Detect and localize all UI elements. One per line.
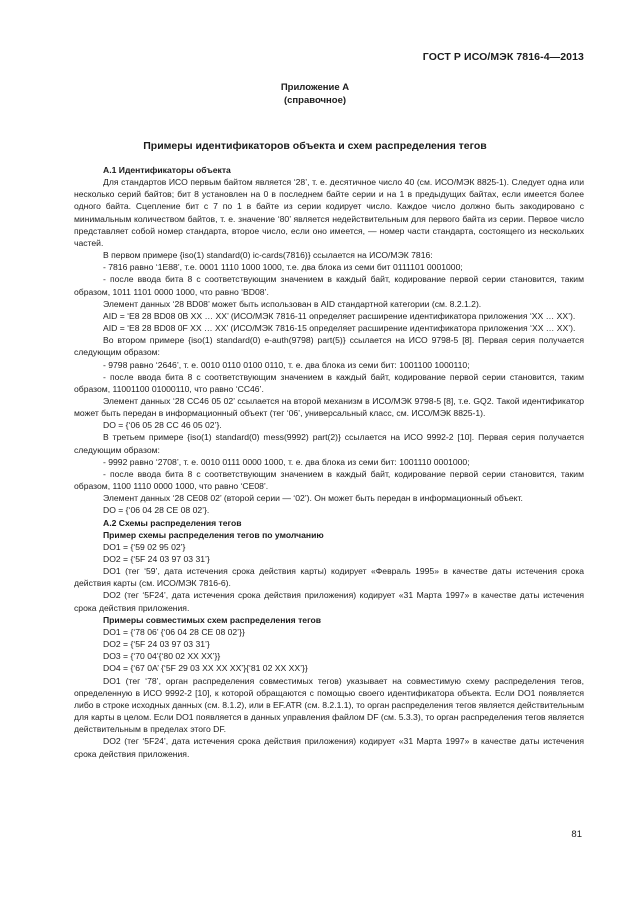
paragraph: DO2 = {‘5F 24 03 97 03 31’} [103, 639, 210, 650]
paragraph: AID = ‘E8 28 BD08 0F XX … XX’ (ИСО/МЭК 7816-15 определяет расширение идентификатора приложения ‘XX … XX’). [103, 323, 576, 334]
document-body [74, 164, 584, 760]
paragraph: DO1 (тег ‘59’, дата истечения срока действия карты) кодирует «Февраль 1995» в качестве даты истечения срока действия карты (см. ИСО/МЭК 7816-6). [74, 566, 584, 589]
subheading: А.1 Идентификаторы объекта [103, 165, 231, 175]
paragraph: - после ввода бита 8 с соответствующим значением в каждый байт, кодирование первой серии становится, таким образом, 1100 1110 0000 1000, что равно ‘CE08’. [74, 468, 584, 492]
paragraph: DO2 = {‘5F 24 03 97 03 31’} [103, 554, 210, 564]
annex-subtitle: (справочное) [283, 95, 347, 106]
annex-heading [0, 81, 630, 107]
paragraph: DO1 = {‘59 02 95 02’} [103, 541, 186, 552]
paragraph: Элемент данных ‘28 CE08 02’ (второй серии — ‘02’). Он может быть передан в информационный объект. [103, 493, 523, 504]
paragraph: Во втором примере {iso(1) standard(0) e-auth(9798) part(5)} ссылается на ИСО 9798-5 [8]. Первая серия получается следующим образом: [74, 335, 584, 358]
paragraph: DO = {‘06 05 28 CC 46 05 02’}. [103, 420, 222, 431]
paragraph: В первом примере {iso(1) standard(0) ic-cards(7816)} ссылается на ИСО/МЭК 7816: [103, 250, 433, 261]
paragraph: - 7816 равно ‘1E88’, т.е. 0001 1110 1000 1000, т.е. два блока из семи бит 0111101 0001000; [103, 262, 463, 273]
paragraph: Элемент данных ‘28 BD08’ может быть использован в AID стандартной категории (см. 8.2.1.2). [103, 298, 482, 309]
paragraph: DO1 = {‘78 06’ {‘06 04 28 CE 08 02’}} [103, 626, 245, 637]
paragraph: - после ввода бита 8 с соответствующим значением в каждый байт, кодирование первой серии становится, таким образом, 11001100 01000110, что равно ‘CC46’. [74, 371, 584, 394]
paragraph: DO = {‘06 04 28 CE 08 02’}. [103, 505, 210, 516]
paragraph: - 9992 равно ‘2708’, т. е. 0010 0111 0000 1000, т. е. два блока из семи бит: 1001110 0001000; [103, 456, 470, 467]
paragraph: DO2 (тег ‘5F24’, дата истечения срока действия приложения) кодирует «31 Марта 1997» в качестве даты истечения срока действия приложения. [74, 590, 584, 613]
standard-code-header: ГОСТ Р ИСО/МЭК 7816-4—2013 [422, 51, 584, 63]
subheading: А.2 Схемы распределения тегов [103, 517, 242, 528]
subheading: Пример схемы распределения тегов по умолчанию [103, 529, 324, 540]
paragraph: В третьем примере {iso(1) standard(0) mess(9992) part(2)} ссылается на ИСО 9992-2 [10]. Первая серия получается следующим образом: [74, 432, 584, 455]
page-number: 81 [571, 829, 582, 840]
subheading: Примеры совместимых схем распределения тегов [103, 614, 322, 625]
paragraph: Элемент данных ‘28 CC46 05 02’ ссылается на второй механизм в ИСО/МЭК 9798-5 [8], т.е. GQ2. Такой идентификатор может быть передан в информационный объект (тег ‘06’, универсальный класс, см. ИСО/МЭК 8825-1). [74, 395, 584, 419]
paragraph: AID = ‘E8 28 BD08 0B XX … XX’ (ИСО/МЭК 7816-11 определяет расширение идентификатора приложения ‘XX … XX’). [103, 310, 576, 321]
paragraph: DO3 = {‘70 04’{‘80 02 XX XX’}} [103, 651, 221, 662]
annex-title: Приложение А [280, 82, 350, 93]
paragraph: - 9798 равно ‘2646’, т. е. 0010 0110 0100 0110, т. е. два блока из семи бит: 1001100 1000110; [103, 359, 470, 370]
paragraph: DO4 = {‘67 0A’ {‘5F 29 03 XX XX XX’}{‘81 02 XX XX’}} [103, 663, 308, 674]
paragraph: DO1 (тег ‘78’, орган распределения совместимых тегов) указывает на совместимую схему распределения тегов, определенную в ИСО 9992-2 [10], к которой обращаются с помощью своего идентификатора объекта. Если DO1 появляется либо в строке исходных данных (см. 8.1.2), или в EF.ATR (см. 8.2.1.1), то орган распределения тегов является действительным для карты в целом. Если DO1 появляется в данных управления файлом DF (см. 5.3.3), то орган распределения тегов является действительным в пределах этого DF. [74, 675, 584, 735]
paragraph: Для стандартов ИСО первым байтом является ‘28’, т. е. десятичное число 40 (см. ИСО/МЭК 8825-1). Следует одна или несколько серий байтов; бит 8 установлен на 0 в последнем байте серии и на 1 в предыдущих байтах, если имеется более одного байта. Сцепление бит с 7 по 1 в байте из серии кодирует число. Каждое число должно быть закодировано с минимальным количеством байтов, т. е. значение ‘80’ является недействительным для первого байта из серии. Первое число представляет собой номер стандарта, второе число, если оно имеется, — номер части стандарта, состоящего из нескольких частей. [74, 177, 584, 248]
section-title: Примеры идентификаторов объекта и схем распределения тегов [143, 140, 487, 152]
paragraph: DO2 (тег ‘5F24’, дата истечения срока действия приложения) кодирует «31 Марта 1997» в качестве даты истечения срока действия приложения. [74, 736, 584, 759]
paragraph: - после ввода бита 8 с соответствующим значением в каждый байт, кодирование первой серии становится, таким образом, 1011 1101 0000 1000, что равно ‘BD08’. [74, 274, 584, 297]
